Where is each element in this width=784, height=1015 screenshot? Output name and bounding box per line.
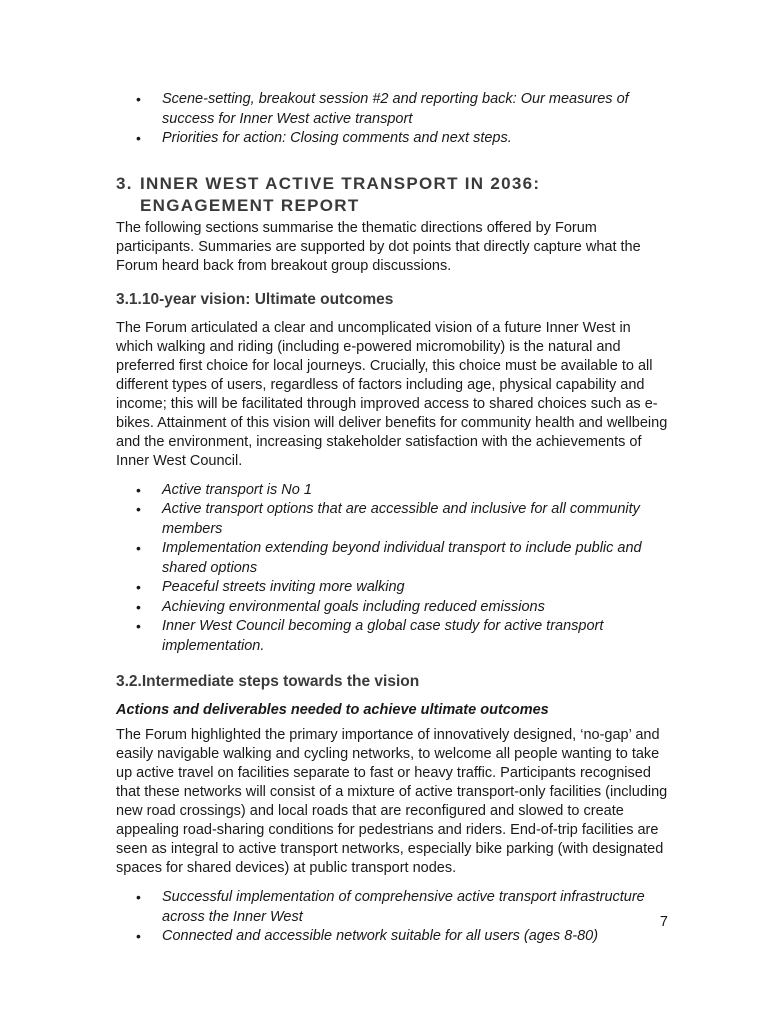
section-number: 3.1. xyxy=(116,290,142,308)
section-title: Intermediate steps towards the vision xyxy=(141,673,420,690)
list-item: • Achieving environmental goals including reduced emissions xyxy=(116,598,668,618)
section-number: 3.2. xyxy=(116,673,142,690)
section-3-1-body: The Forum articulated a clear and uncomplicated vision of a future Inner West in which walking and riding (including e-powered micromobility) is the natural and preferred first choice for local journeys. Crucially, this choice must be available to all different types of users, regardless of factors including age, physical capability and income; this will be facilitated through improved access to shared choices such as e-bikes. Attainment of this vision will deliver benefits for community health and wellbeing and the environment, increasing stakeholder satisfaction with the achievements of Inner West Council. xyxy=(116,319,668,469)
section-title: 10-year vision: Ultimate outcomes xyxy=(141,290,394,308)
section-3-2-body: The Forum highlighted the primary importance of innovatively designed, ‘no-gap’ and easily navigable walking and cycling networks, to welcome all people wanting to take up active travel on facilities separate to fast or heavy traffic. Participants recognised that these networks will consist of a mixture of active transport-only facilities (including new road crossings) and local roads that are reconfigured and slowed to create appealing road-sharing conditions for pedestrians and riders. End-of-trip facilities are seen as integral to active transport networks, especially bike parking (with designated spaces for shared devices) at public transport nodes. xyxy=(116,727,668,876)
agenda-bullet-list xyxy=(116,90,668,149)
list-item: • Implementation extending beyond individual transport to include public and shared options xyxy=(116,539,668,578)
list-item: • Priorities for action: Closing comments and next steps. xyxy=(116,129,668,149)
list-item: • Scene-setting, breakout session #2 and reporting back: Our measures of success for Inner West active transport xyxy=(116,90,668,129)
section-title: INNER WEST ACTIVE TRANSPORT IN 2036: ENGAGEMENT REPORT xyxy=(140,173,541,215)
list-item: • Active transport is No 1 xyxy=(116,481,668,501)
list-item: • Peaceful streets inviting more walking xyxy=(116,578,668,598)
section-3-intro: The following sections summarise the thematic directions offered by Forum participants. Summaries are supported by dot points that directly capture what the Forum heard back from breakout group discussions. xyxy=(116,219,641,274)
section-3-1-heading xyxy=(116,290,668,310)
section-number: 3. xyxy=(116,173,133,193)
list-item: • Active transport options that are accessible and inclusive for all community members xyxy=(116,500,668,539)
list-item: • Connected and accessible network suitable for all users (ages 8-80) xyxy=(116,927,668,947)
section-3-2-heading xyxy=(116,672,668,692)
section-3-heading xyxy=(116,173,668,217)
document-page xyxy=(116,90,668,947)
list-item: • Inner West Council becoming a global case study for active transport implementation. xyxy=(116,617,668,656)
vision-bullet-list xyxy=(116,481,668,657)
page-number: 7 xyxy=(659,914,668,930)
section-3-2-subheading: Actions and deliverables needed to achieve ultimate outcomes xyxy=(116,702,549,718)
list-item: • Successful implementation of comprehensive active transport infrastructure across the Inner West xyxy=(116,888,668,927)
steps-bullet-list xyxy=(116,888,668,947)
